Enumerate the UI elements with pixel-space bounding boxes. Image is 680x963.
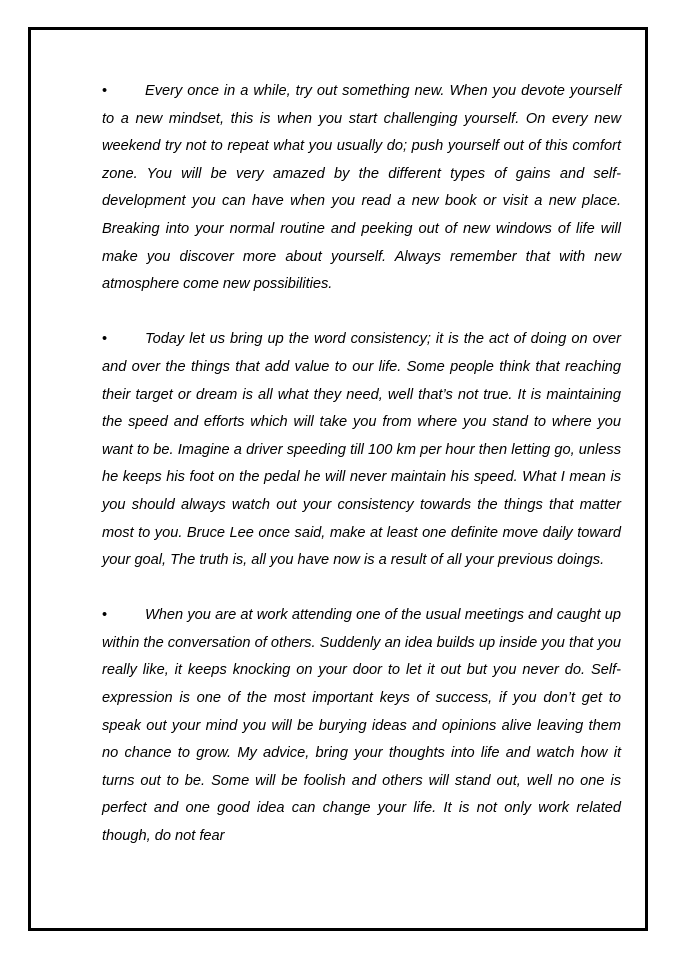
- paragraph-2: [102, 326, 621, 574]
- paragraph-2-text: Today let us bring up the word consistency; it is the act of doing on over and over the things that add value to our life. Some people think that reaching their target or dream is all what they need, well that’s not true. It is maintaining the speed and efforts which will take you from where you stand to where you want to be. Imagine a driver speeding till 100 km per hour then letting go, unless he keeps his foot on the pedal he will never maintain his speed. What I mean is you should always watch out your consistency towards the things that matter most to you. Bruce Lee once said, make at least one definite move daily toward your goal, The truth is, all you have now is a result of all your previous doings.: [102, 331, 621, 569]
- bullet-icon: •: [102, 331, 108, 348]
- bullet-icon: •: [102, 607, 108, 624]
- paragraph-1-text: Every once in a while, try out something new. When you devote yourself to a new mindset, this is when you start challenging yourself. On every new weekend try not to repeat what you usually do; push yourself out of this comfort zone. You will be very amazed by the different types of gains and self-development you can have when you read a new book or visit a new place. Breaking into your normal routine and peeking out of new windows of life will make you discover more about yourself. Always remember that with new atmosphere come new possibilities.: [102, 83, 621, 293]
- bullet-icon: •: [102, 83, 108, 99]
- document-body: [102, 78, 621, 851]
- paragraph-3-text: When you are at work attending one of the usual meetings and caught up within the conversation of others. Suddenly an idea builds up inside you that you really like, it keeps knocking on your door to let it out but you never do. Self-expression is one of the most important keys of success, if you don’t get to speak out your mind you will be burying ideas and opinions alive leaving them no chance to grow. My advice, bring your thoughts into life and watch how it turns out to be. Some will be foolish and others will stand out, well no one is perfect and one good idea can change your life. It is not only work related though, do not fear: [102, 607, 621, 845]
- paragraph-3: [102, 602, 621, 850]
- paragraph-1: [102, 78, 621, 299]
